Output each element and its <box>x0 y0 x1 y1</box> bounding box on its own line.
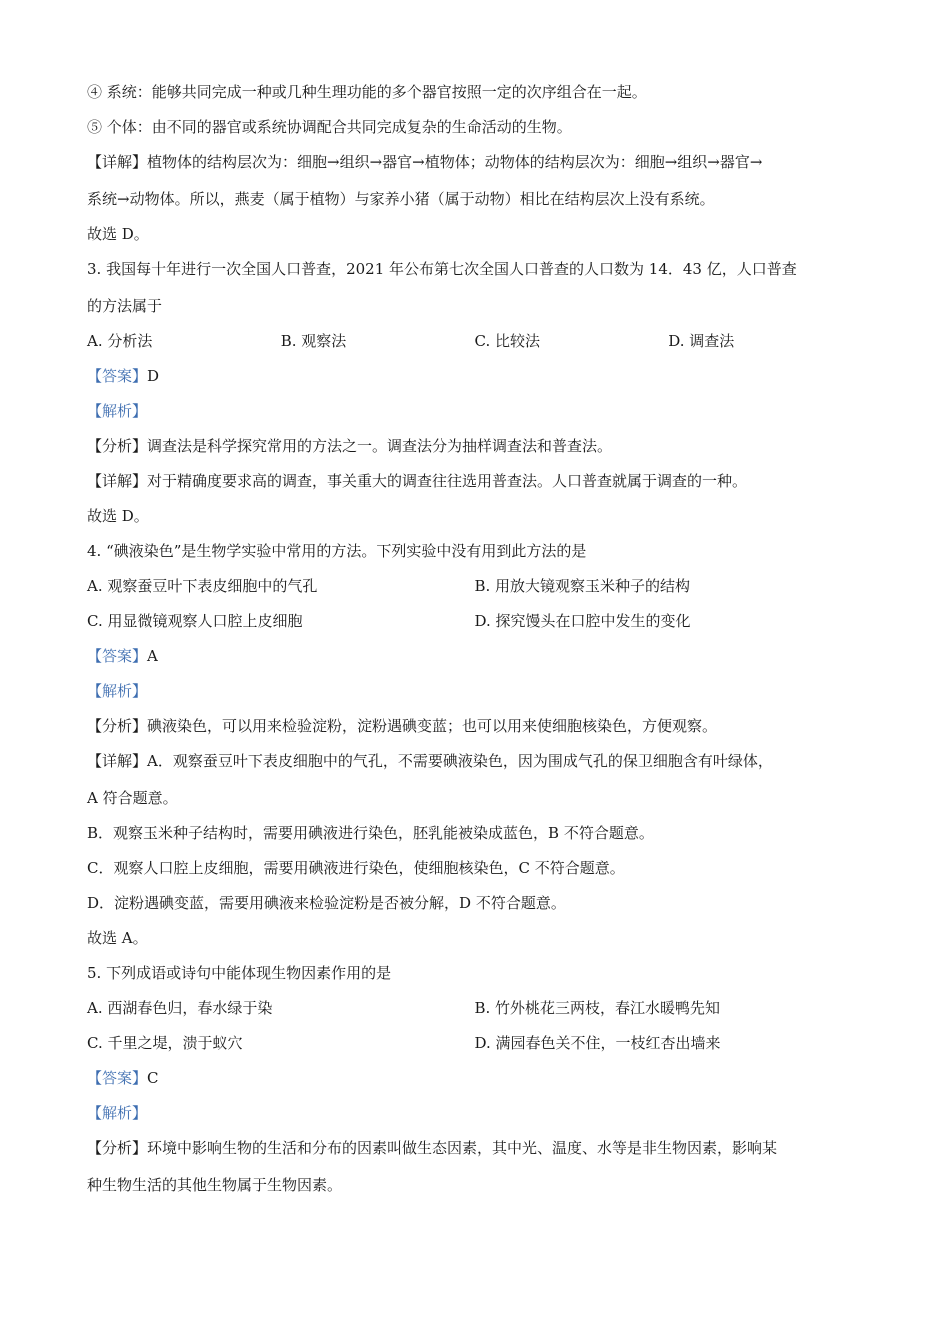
q3-analysis-tag: 【解析】 <box>87 402 148 420</box>
answer-value: D <box>147 367 160 385</box>
detail-tag: 【详解】 <box>87 752 148 770</box>
fenxi-text: 环境中影响生物的生活和分布的因素叫做生态因素，其中光、温度、水等是非生物因素，影响某 <box>147 1139 778 1157</box>
q4-option-b: B. 用放大镜观察玉米种子的结构 <box>474 577 691 595</box>
q5-options-row1 <box>87 994 862 1029</box>
q3-fenxi <box>87 432 862 467</box>
fenxi-tag: 【分析】 <box>87 1139 148 1157</box>
q5-option-b: B. 竹外桃花三两枝，春江水暖鸭先知 <box>474 999 721 1017</box>
q5-fenxi <box>87 1134 862 1171</box>
q3-answer <box>87 362 862 397</box>
q3-options <box>87 327 862 362</box>
detail-text: A．观察蚕豆叶下表皮细胞中的气孔，不需要碘液染色，因为围成气孔的保卫细胞含有叶绿体， <box>147 752 773 770</box>
text-line: ⑤ 个体：由不同的器官或系统协调配合共同完成复杂的生命活动的生物。 <box>87 118 572 136</box>
detail-paragraph <box>87 148 862 185</box>
q4-conclusion: 故选 A。 <box>87 929 148 947</box>
fenxi-text: 调查法是科学探究常用的方法之一。调查法分为抽样调查法和普查法。 <box>147 437 613 455</box>
q3-xiangjie <box>87 467 862 502</box>
detail-tag: 【详解】 <box>87 472 148 490</box>
fenxi-tag: 【分析】 <box>87 437 148 455</box>
q4-xiangjie <box>87 747 862 784</box>
q4-fenxi <box>87 712 862 747</box>
document-body <box>87 78 862 1206</box>
detail-text: 植物体的结构层次为：细胞→组织→器官→植物体；动物体的结构层次为：细胞→组织→器官→ <box>147 153 763 171</box>
answer-value: C <box>147 1069 159 1087</box>
q3-conclusion: 故选 D。 <box>87 507 149 525</box>
answer-tag: 【答案】 <box>87 1069 148 1087</box>
answer-tag: 【答案】 <box>87 367 148 385</box>
q4-xiangjie-cont: A 符合题意。 <box>87 789 178 807</box>
fenxi-text: 碘液染色，可以用来检验淀粉，淀粉遇碘变蓝；也可以用来使细胞核染色，方便观察。 <box>147 717 718 735</box>
q4-options-row2 <box>87 607 862 642</box>
text-line: ④ 系统：能够共同完成一种或几种生理功能的多个器官按照一定的次序组合在一起。 <box>87 83 647 101</box>
q5-option-d: D. 满园春色关不住，一枝红杏出墙来 <box>474 1034 721 1052</box>
q5-fenxi-cont: 种生物生活的其他生物属于生物因素。 <box>87 1176 343 1194</box>
text-line: 系统→动物体。所以，燕麦（属于植物）与家养小猪（属于动物）相比在结构层次上没有系统。 <box>87 190 715 208</box>
q4-option-b-explain: B．观察玉米种子结构时，需要用碘液进行染色，胚乳能被染成蓝色，B 不符合题意。 <box>87 824 654 842</box>
q4-option-d: D. 探究馒头在口腔中发生的变化 <box>474 612 691 630</box>
answer-tag: 【答案】 <box>87 647 148 665</box>
q3-stem-cont: 的方法属于 <box>87 297 163 315</box>
q4-option-c-explain: C．观察人口腔上皮细胞，需要用碘液进行染色，使细胞核染色，C 不符合题意。 <box>87 859 625 877</box>
q4-option-a: A. 观察蚕豆叶下表皮细胞中的气孔 <box>87 577 318 595</box>
q3-option-c: C. 比较法 <box>474 332 540 350</box>
q3-option-b: B. 观察法 <box>280 332 347 350</box>
q5-option-a: A. 西湖春色归，春水绿于染 <box>87 999 273 1017</box>
q4-answer <box>87 642 862 677</box>
q3-option-a: A. 分析法 <box>87 332 153 350</box>
detail-tag: 【详解】 <box>87 153 148 171</box>
fenxi-tag: 【分析】 <box>87 717 148 735</box>
q5-answer <box>87 1064 862 1099</box>
q5-analysis-tag: 【解析】 <box>87 1104 148 1122</box>
q4-options-row1 <box>87 572 862 607</box>
q5-options-row2 <box>87 1029 862 1064</box>
answer-value: A <box>147 647 158 665</box>
q4-analysis-tag: 【解析】 <box>87 682 148 700</box>
q4-option-c: C. 用显微镜观察人口腔上皮细胞 <box>87 612 303 630</box>
q5-option-c: C. 千里之堤，溃于蚁穴 <box>87 1034 243 1052</box>
q3-stem: 3. 我国每十年进行一次全国人口普查，2021 年公布第七次全国人口普查的人口数为 14．43 亿，人口普查 <box>87 260 797 278</box>
detail-text: 对于精确度要求高的调查，事关重大的调查往往选用普查法。人口普查就属于调查的一种。 <box>147 472 748 490</box>
q4-option-d-explain: D．淀粉遇碘变蓝，需要用碘液来检验淀粉是否被分解，D 不符合题意。 <box>87 894 566 912</box>
q4-stem: 4. “碘液染色”是生物学实验中常用的方法。下列实验中没有用到此方法的是 <box>87 542 587 560</box>
q5-stem: 5. 下列成语或诗句中能体现生物因素作用的是 <box>87 964 392 982</box>
conclusion-line: 故选 D。 <box>87 225 149 243</box>
q3-option-d: D. 调查法 <box>668 332 735 350</box>
